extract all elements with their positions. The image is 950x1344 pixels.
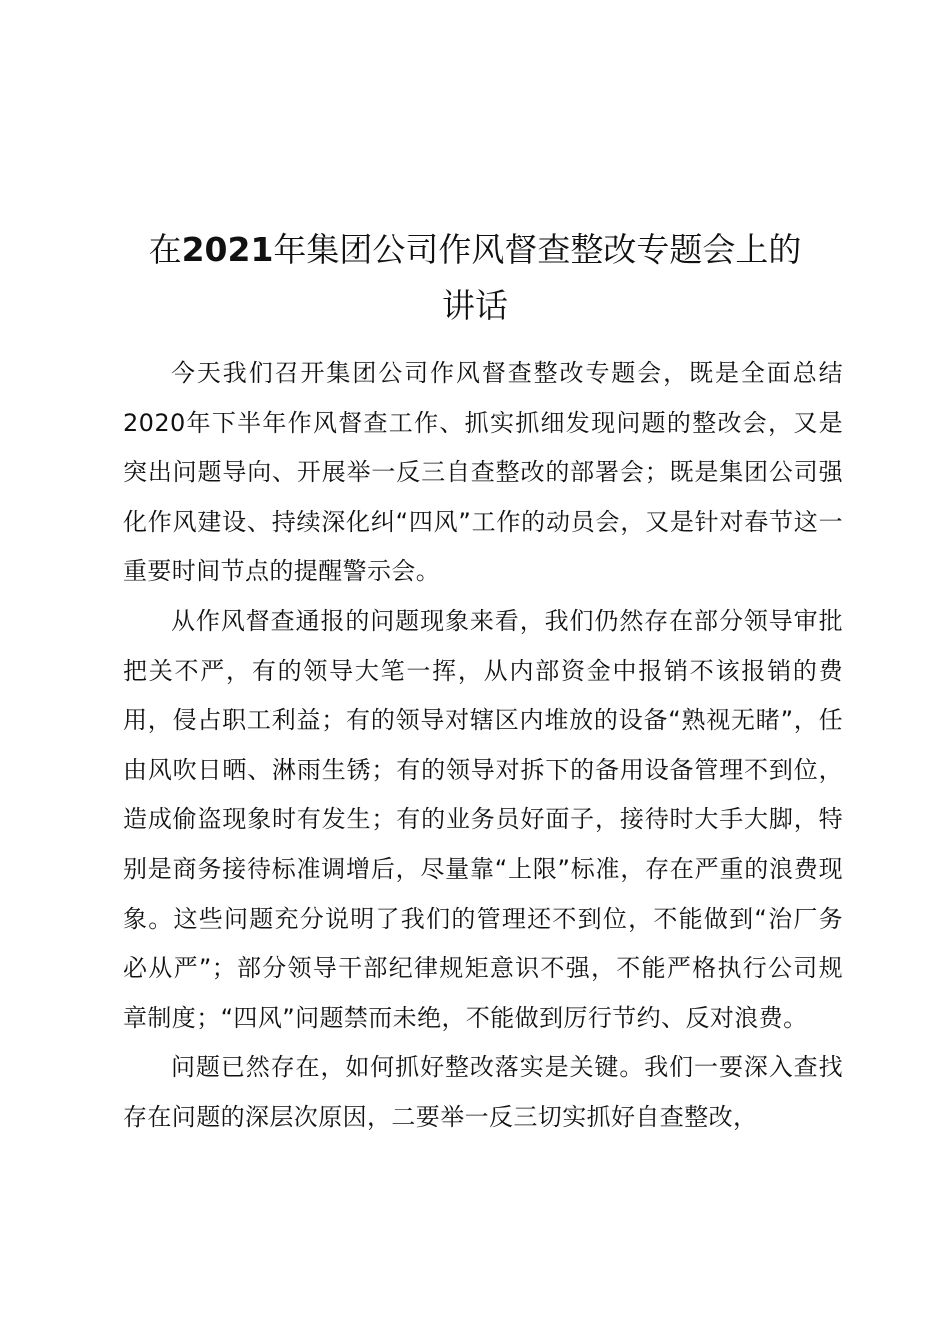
paragraph-1: 今天我们召开集团公司作风督查整改专题会，既是全面总结2020年下半年作风督查工作、抓实抓细发现问题的整改会，又是突出问题导向、开展举一反三自查整改的部署会；既是集团公司强化作风建设、持续深化纠“四风”工作的动员会，又是针对春节这一重要时间节点的提醒警示会。	[123, 359, 843, 586]
title-year: 2021	[181, 230, 274, 269]
title-line1-rest: 年集团公司作风督查整改专题会上的	[273, 230, 802, 269]
title-prefix: 在	[148, 230, 182, 269]
title-line2: 讲话	[442, 286, 508, 325]
document-body	[123, 349, 843, 1143]
paragraph-2: 从作风督查通报的问题现象来看，我们仍然存在部分领导审批把关不严，有的领导大笔一挥，从内部资金中报销不该报销的费用，侵占职工利益；有的领导对辖区内堆放的设备“熟视无睹”，任由风吹日晒、淋雨生锈；有的领导对拆下的备用设备管理不到位，造成偷盗现象时有发生；有的业务员好面子，接待时大手大脚，特别是商务接待标准调增后，尽量靠“上限”标准，存在严重的浪费现象。这些问题充分说明了我们的管理还不到位，不能做到“治厂务必从严”；部分领导干部纪律规矩意识不强，不能严格执行公司规章制度；“四风”问题禁而未绝，不能做到厉行节约、反对浪费。	[123, 606, 844, 1032]
document-title	[100, 222, 850, 334]
paragraph-3: 问题已然存在，如何抓好整改落实是关键。我们一要深入查找存在问题的深层次原因，二要举一反三切实抓好自查整改，	[123, 1053, 843, 1131]
